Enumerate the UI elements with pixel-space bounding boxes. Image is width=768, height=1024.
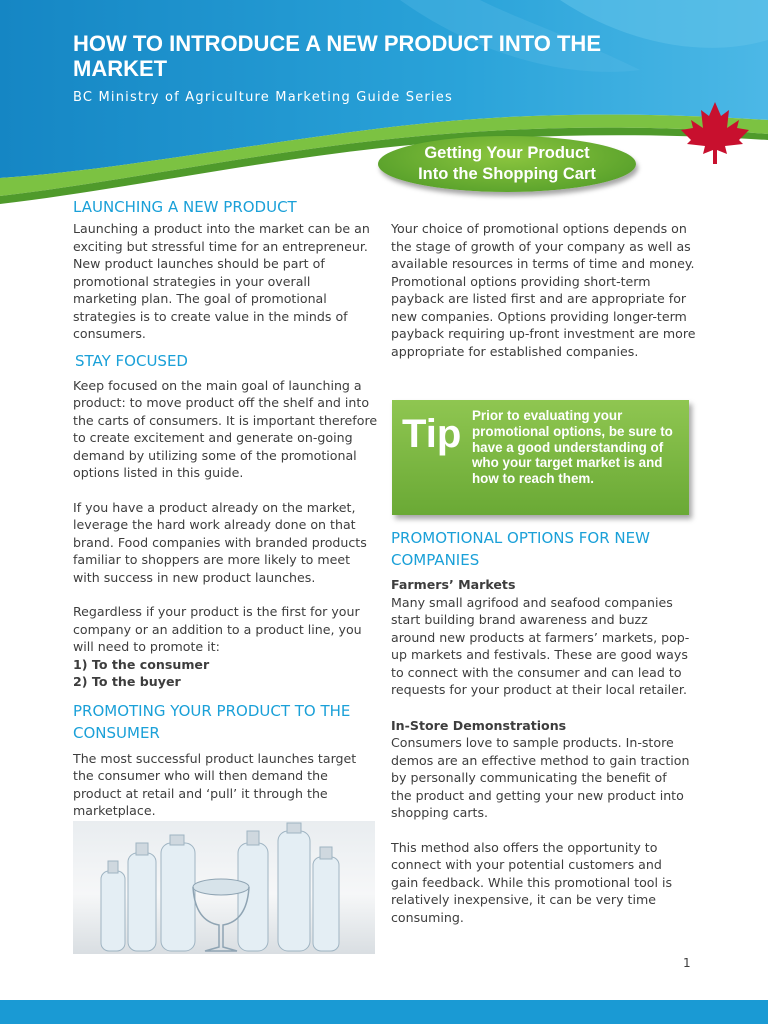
badge-line-2: Into the Shopping Cart bbox=[418, 165, 596, 183]
tip-text: Prior to evaluating your promotional options, be sure to have a good understanding of who your target market is and how to reach them. bbox=[472, 408, 673, 487]
farmers-markets-title: Farmers’ Markets bbox=[391, 577, 516, 592]
bottles-illustration bbox=[73, 821, 375, 954]
promoting-heading: PROMOTING YOUR PRODUCT TO THE CONSUMER bbox=[73, 701, 351, 742]
stay-focused-body-1: Keep focused on the main goal of launching a product: to move product off the shelf and into the carts of consumers. It is important therefore to create excitement and generate on-going demand by utilizing some of the promotional options listed in this guide. bbox=[73, 377, 378, 480]
list-item-buyer: 2) To the buyer bbox=[73, 674, 181, 689]
page-number: 1 bbox=[683, 956, 691, 970]
list-item-consumer: 1) To the consumer bbox=[73, 656, 210, 672]
maple-leaf-icon bbox=[675, 98, 755, 170]
promoting-body: The most successful product launches target the consumer who will then demand the product at retail and ‘pull’ it through the marketplace. bbox=[73, 750, 357, 818]
header-banner bbox=[0, 0, 768, 210]
in-store-demos-body-2: This method also offers the opportunity to connect with your potential customers and gain feedback. While this promotional tool is relatively inexpensive, it can be very time consuming. bbox=[391, 839, 673, 925]
water-bottles-photo bbox=[73, 821, 375, 954]
promotional-options-heading: PROMOTIONAL OPTIONS FOR NEW COMPANIES bbox=[391, 529, 650, 569]
tip-label: Tip bbox=[402, 412, 462, 456]
left-column bbox=[73, 196, 378, 820]
tip-box bbox=[392, 400, 689, 515]
stay-focused-heading: STAY FOCUSED bbox=[75, 351, 188, 370]
footer-bar bbox=[0, 1000, 768, 1024]
in-store-demos-body-1: Consumers love to sample products. In-store demos are an effective method to gain traction by personally communicating the benefit of the product and getting your new product into shopping carts. bbox=[391, 735, 690, 820]
right-column bbox=[391, 220, 696, 360]
badge-line-1: Getting Your Product bbox=[424, 144, 590, 162]
launching-heading: LAUNCHING A NEW PRODUCT bbox=[73, 198, 297, 216]
page-title: HOW TO INTRODUCE A NEW PRODUCT INTO THE MARKET bbox=[73, 31, 601, 81]
shopping-cart-badge bbox=[378, 136, 636, 192]
promotional-options-section bbox=[391, 527, 691, 926]
promotional-intro: Your choice of promotional options depends on the stage of growth of your company as well as available resources in terms of time and money. Promotional options providing short-term payback are listed first and are appropriate for new companies. Options providing longer-term payback requiring up-front investment are more appropriate for established companies. bbox=[391, 221, 696, 359]
page-subtitle: BC Ministry of Agriculture Marketing Guide Series bbox=[73, 90, 453, 105]
stay-focused-body-2: If you have a product already on the market, leverage the hard work already done on that brand. Food companies with branded products familiar to shoppers are more likely to meet with success in new product launches. bbox=[73, 499, 367, 585]
in-store-demos-title: In-Store Demonstrations bbox=[391, 717, 567, 733]
farmers-markets-body: Many small agrifood and seafood companies start building brand awareness and buzz around new products at farmers’ markets, pop-up markets and festivals. These are good ways to connect with the consumer and can lead to requests for your product at their local retailer. bbox=[391, 594, 690, 697]
launching-body: Launching a product into the market can be an exciting but stressful time for an entrepreneur. New product launches should be part of promotional strategies in your overall marketing plan. The goal of promotional strategies is to create value in the minds of consumers. bbox=[73, 221, 370, 341]
stay-focused-body-3: Regardless if your product is the first for your company or an addition to a product line, you will need to promote it: bbox=[73, 604, 362, 654]
